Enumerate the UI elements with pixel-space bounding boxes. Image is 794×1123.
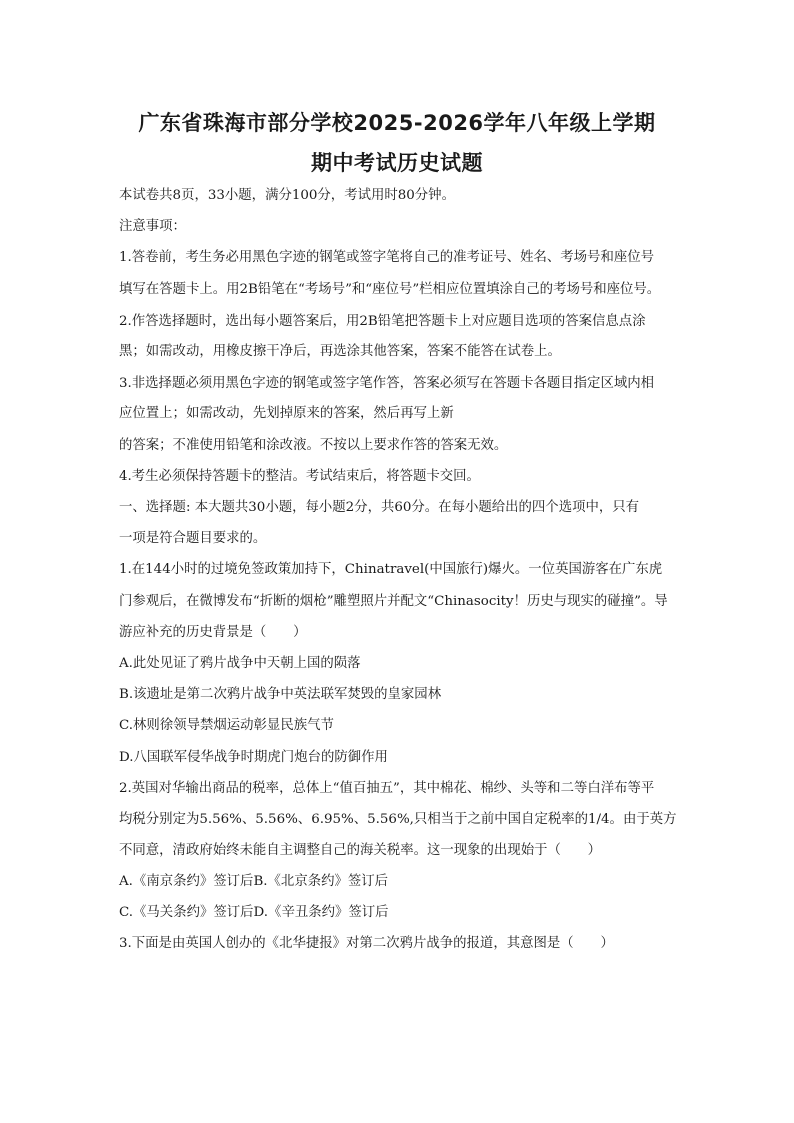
- question-2-options-cd: C.《马关条约》签订后D.《辛丑条约》签订后: [119, 905, 389, 920]
- question-2-stem: 2.英国对华输出商品的税率，总体上“值百抽五”，其中棉花、棉纱、头等和二等白洋布等平: [119, 781, 655, 796]
- notice-line: 填写在答题卡上。用2B铅笔在“考场号”和“座位号”栏相应位置填涂自己的考场号和座位号。: [119, 282, 661, 297]
- question-2-options-ab: A.《南京条约》签订后B.《北京条约》签订后: [119, 874, 389, 889]
- exam-info: 本试卷共8页，33小题，满分100分，考试用时80分钟。: [119, 188, 455, 203]
- exam-title-line-2: 期中考试历史试题: [311, 151, 483, 175]
- question-2-stem: 不同意，清政府始终未能自主调整自己的海关税率。这一现象的出现始于（ ）: [119, 843, 602, 858]
- notice-line: 应位置上；如需改动，先划掉原来的答案，然后再写上新: [119, 406, 454, 421]
- question-1-option-c: C.林则徐领导禁烟运动彰显民族气节: [119, 718, 334, 733]
- notice-line: 3.非选择题必须用黑色字迹的钢笔或签字笔作答，答案必须写在答题卡各题目指定区域内相: [119, 376, 655, 391]
- notice-line: 2.作答选择题时，选出每小题答案后，用2B铅笔把答题卡上对应题目选项的答案信息点涂: [119, 314, 646, 329]
- section-heading: 一项是符合题目要求的。: [119, 531, 267, 546]
- question-1-option-d: D.八国联军侵华战争时期虎门炮台的防御作用: [119, 750, 388, 765]
- notice-line: 1.答卷前，考生务必用黑色字迹的钢笔或签字笔将自己的准考证号、姓名、考场号和座位号: [119, 250, 655, 265]
- question-2-stem: 均税分别定为5.56%、5.56%、6.95%、5.56%,只相当于之前中国自定税率的1/4。由于英方: [119, 812, 677, 827]
- question-1-stem: 门参观后，在微博发布“折断的烟枪”雕塑照片并配文“Chinasocity！历史与现实的碰撞”。导: [119, 594, 668, 609]
- exam-title-line-1: 广东省珠海市部分学校2025-2026学年八年级上学期: [138, 111, 656, 135]
- notice-line: 4.考生必须保持答题卡的整洁。考试结束后，将答题卡交回。: [119, 469, 480, 484]
- question-1-option-a: A.此处见证了鸦片战争中天朝上国的陨落: [119, 656, 361, 671]
- section-heading: 一、选择题: 本大题共30小题，每小题2分，共60分。在每小题给出的四个选项中，只有: [119, 500, 640, 515]
- notice-heading: 注意事项：: [119, 219, 186, 234]
- notice-line: 的答案；不准使用铅笔和涂改液。不按以上要求作答的答案无效。: [119, 438, 508, 453]
- question-1-option-b: B.该遗址是第二次鸦片战争中英法联军焚毁的皇家园林: [119, 687, 442, 702]
- question-1-stem: 游应补充的历史背景是（ ）: [119, 625, 307, 640]
- question-1-stem: 1.在144小时的过境免签政策加持下，Chinatravel(中国旅行)爆火。一位英国游客在广东虎: [119, 562, 663, 577]
- notice-line: 黑；如需改动，用橡皮擦干净后，再选涂其他答案，答案不能答在试卷上。: [119, 344, 561, 359]
- question-3-stem: 3.下面是由英国人创办的《北华捷报》对第二次鸦片战争的报道，其意图是（ ）: [119, 936, 614, 951]
